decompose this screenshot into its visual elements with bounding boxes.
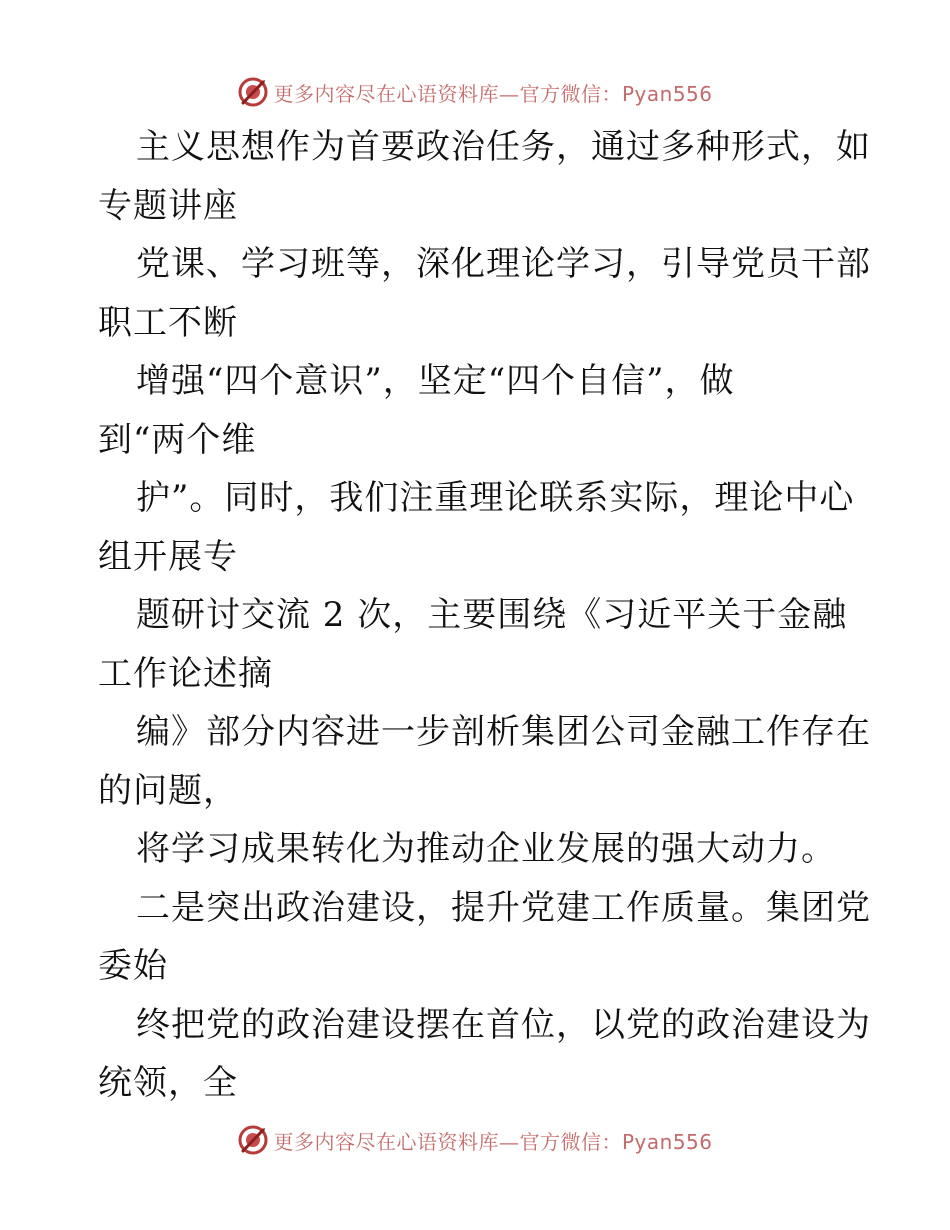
text-line: 终把党的政治建设摆在首位，以党的政治建设为 [136,1004,871,1045]
text-line: 组开展专 [98,536,238,577]
text-line: 主义思想作为首要政治任务，通过多种形式，如 [136,127,871,167]
text-line: 委始 [98,946,168,986]
watermark-wechat-id: Pyan556 [621,1129,713,1154]
text-line: 工作论述摘 [98,653,273,694]
text-line: 统领，全 [98,1063,238,1103]
text-line: 职工不断 [98,302,238,343]
text-line: 将学习成果转化为推动企业发展的强大动力。 [136,829,836,869]
red-pen-seal-icon [237,76,269,108]
text-line: 的问题， [98,770,238,811]
document-body [98,118,871,1113]
watermark-wechat-id: Pyan556 [621,81,713,106]
text-line: 专题讲座 [98,185,238,226]
watermark-text: 更多内容尽在心语资料库—官方微信：Pyan556 [273,1129,713,1154]
text-line: 二是突出政治建设，提升党建工作质量。集团党 [136,887,871,928]
header-watermark [0,72,950,112]
watermark-text: 更多内容尽在心语资料库—官方微信：Pyan556 [273,81,713,106]
text-line: 到“两个维 [98,419,257,460]
text-line: 增强“四个意识”，坚定“四个自信”，做 [136,361,735,401]
text-line: 护”。同时，我们注重理论联系实际，理论中心 [136,478,855,518]
red-pen-seal-icon [237,1124,269,1156]
text-line: 题研讨交流 2 次，主要围绕《习近平关于金融 [136,595,848,635]
footer-watermark [0,1120,950,1160]
text-line: 编》部分内容进一步剖析集团公司金融工作存在 [136,712,871,752]
text-line: 党课、学习班等，深化理论学习，引导党员干部 [136,244,871,284]
